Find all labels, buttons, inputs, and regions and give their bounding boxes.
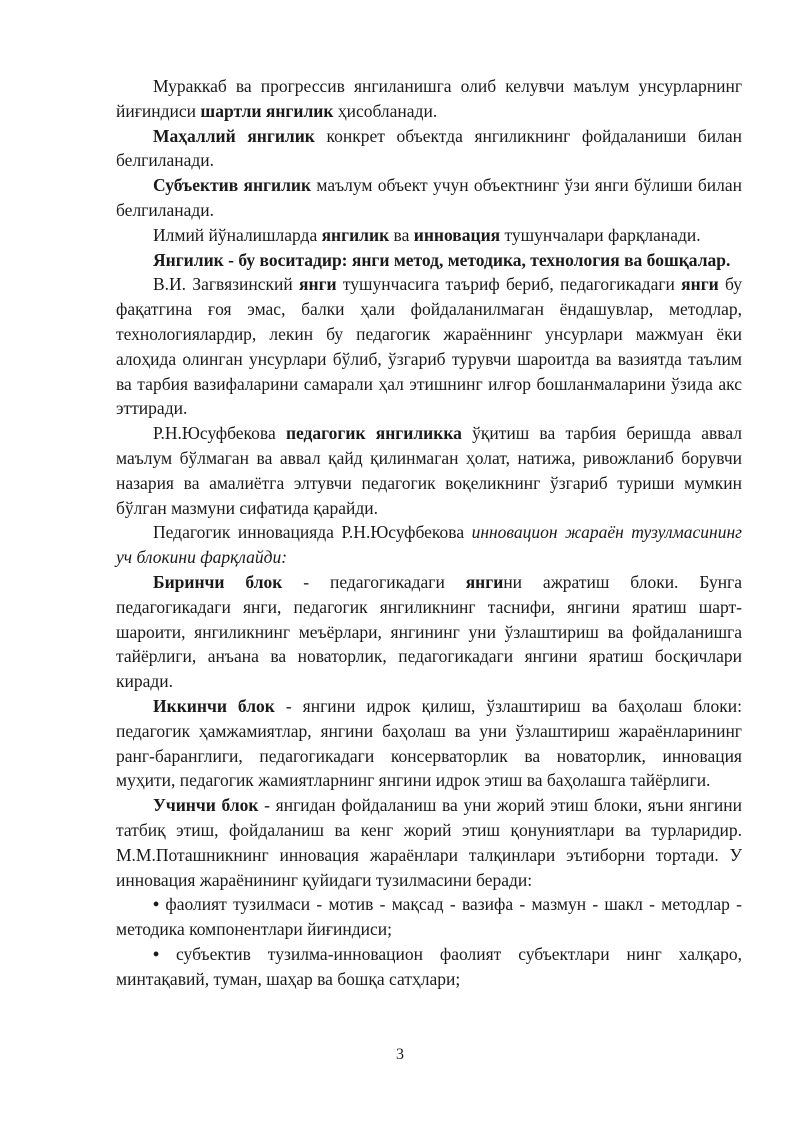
bold-term: инновация [413,224,501,245]
text-run: - янгидан фойдаланиш ва уни жорий этиш блоки, яъни янгини татбиқ этиш, фойдаланиш ва кенг жорий этиш қонуниятлари ва турларидир. М.М.Поташникнинг инновация жараёнлари талқинлари эътиборни тортади. У инновация жараёнининг қуйидаги тузилмасини беради: [116,795,742,890]
text-run: конкрет объектда янгиликнинг фойдаланиши билан белгиланади. [116,125,742,171]
text-run: тушунчалари фарқланади. [500,224,701,245]
bold-term: шартли янгилик [200,100,334,121]
bold-term: янги [465,571,504,592]
paragraph [116,272,742,421]
bullet-item [116,892,742,942]
text-run: Р.Н.Юсуфбекова [153,423,286,444]
text-run: - педагогикадаги [282,571,466,592]
paragraph [116,570,742,694]
bold-term: Маҳаллий янгилик [153,125,315,146]
bullet-item [116,942,742,992]
bold-term: янги [681,274,719,295]
text-run: - янгини идрок қилиш, ўзлаштириш ва баҳолаш блоки: педагогик ҳамжамиятлар, янгини баҳолаш ва уни ўзлаштириш жараёнларининг ранг-баранглиги, педагогикадаги консерваторлик ва новаторлик, инновация муҳити, педагогик жамиятларнинг янгини идрок этиш ва баҳолашга тайёрлиги. [116,695,742,791]
paragraph [116,173,742,223]
text-run: Мураккаб ва прогрессив янгиланишга олиб келувчи маълум унсурларнинг йиғиндиси [116,76,742,121]
italic-text: инновацион жараён тузулмасининг уч блокини фарқлайди: [116,522,742,568]
paragraph [116,793,742,892]
document-page [116,74,742,991]
paragraph [116,74,742,124]
paragraph [116,694,742,793]
paragraph [116,223,742,248]
text-run: ҳисобланади. [333,100,438,121]
paragraph [116,248,742,273]
bold-term: янгилик [321,224,390,245]
text-run: В.И. Загвязинский [153,274,300,295]
paragraph [116,124,742,174]
text-run: субъектив тузилма-инновацион фаолият субъектлари нинг халқаро, минтақавий, туман, шаҳар ва бошқа сатҳлари; [116,943,742,989]
bold-term: янги [299,274,337,295]
text-run: фаолият тузилмаси - мотив - мақсад - вазифа - мазмун - шакл - методлар - методика компонентлари йиғиндиси; [116,894,742,940]
text-run: бу фақатгина ғоя эмас, балки ҳали фойдаланилмаган ёндашувлар, методлар, технологиялардир, лекин бу педагогик жараённинг унсурлари мажмуан ёки алоҳида олинган унсурлари бўлиб, ўзгариб турувчи шароитда ва вазиятда таълим ва тарбия вазифаларини самарали ҳал этишнинг илғор бошланмаларини ўзида акс эттиради. [116,274,742,419]
text-run: маълум объект учун объектнинг ўзи янги бўлиши билан белгиланади. [116,175,742,220]
text-run: ўқитиш ва тарбия беришда аввал маълум бўлмаган ва аввал қайд қилинмаган ҳолат, натижа, ривожланиб борувчи назария ва амалиётга элтувчи педагогик воқеликнинг ўзгариб туриши мумкин бўлган мазмуни сифатида қарайди. [116,423,742,518]
bold-term: Янгилик - бу воситадир: янги метод, методика, технология ва бошқалар. [153,249,731,270]
paragraph [116,421,742,520]
bullet-icon: • [153,943,160,964]
bold-term: Учинчи блок [153,795,259,816]
text-run: Илмий йўналишларда [153,224,322,245]
page-number: 3 [396,1046,404,1063]
bold-term: Биринчи блок [153,571,283,592]
bullet-icon: • [153,894,160,915]
text-run: ва [389,224,414,245]
bold-term: педагогик янгиликка [285,423,462,444]
text-run: ни ажратиш блоки. Бунга педагогикадаги янги, педагогик янгиликнинг таснифи, янгини яратиш шарт-шароити, янгиликнинг меъёрлари, янгининг уни ўзлаштириш ва фойдаланишга тайёрлиги, анъана ва новаторлик, педагогикадаги янгини яратиш босқичлари киради. [116,571,742,692]
bold-term: Субъектив янгилик [153,175,312,196]
bold-term: Иккинчи блок [153,695,275,716]
paragraph [116,520,742,570]
text-run: Педагогик инновацияда Р.Н.Юсуфбекова [153,522,472,543]
document-body [116,74,742,991]
text-run: тушунчасига таъриф бериб, педагогикадаги [336,274,682,295]
